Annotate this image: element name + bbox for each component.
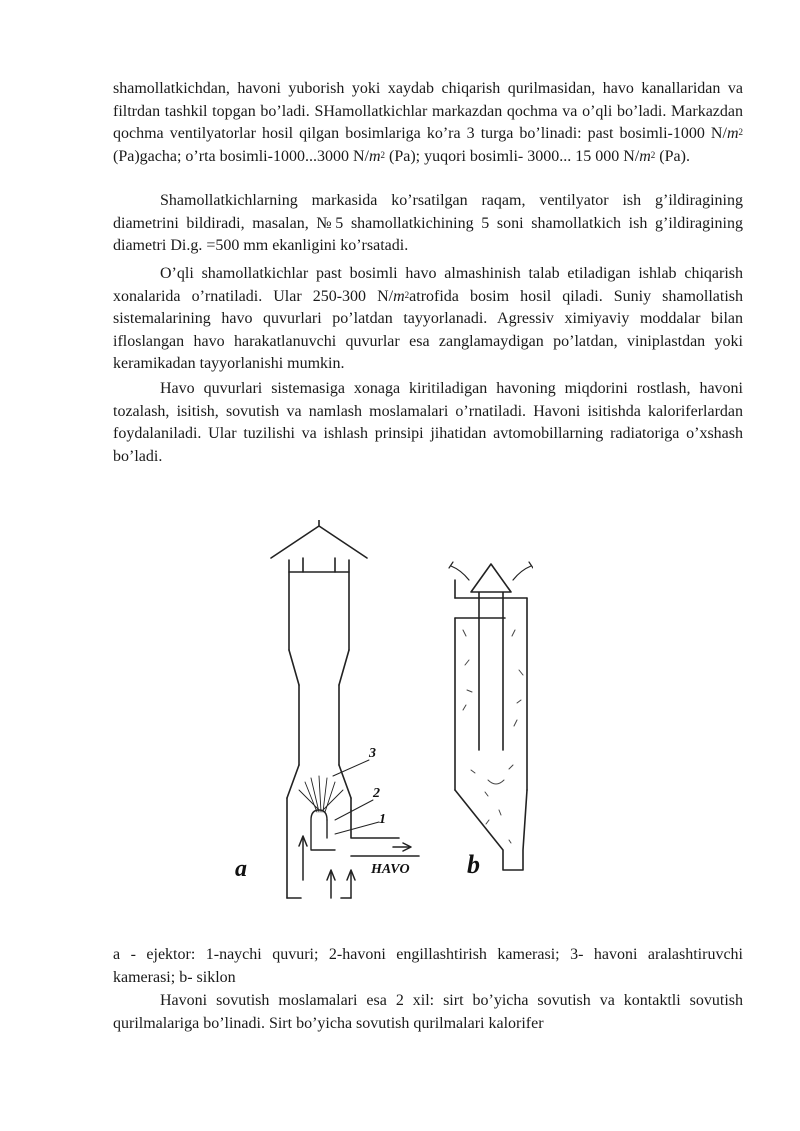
cyclone-drawing <box>449 562 533 870</box>
figure-ejector-cyclone <box>223 520 533 900</box>
text-run: shamollatkichdan, havoni yuborish yoki xaydab chiqarish qurilmasidan, havo kanallaridan va filtrdan tashkil topgan bo’ladi. SHamollatkichlar markazdan qochma va o’qli bo’ladi. Markazdan qochma ventilyatorlar hosil qilgan bosimlariga ko’ra 3 turga bo’linadi: past bosimli-1000 N/ <box>113 80 743 142</box>
unit-m: m <box>639 147 651 165</box>
unit-m: m <box>726 125 739 142</box>
paragraph-fans <box>113 78 743 168</box>
text-run: (Pa)gacha; o’rta bosimli-1000...3000 N/ <box>113 147 369 165</box>
text-run: (Pa); yuqori bosimli- 3000... 15 000 N/ <box>385 147 640 165</box>
paragraph-cooling: Havoni sovutish moslamalari esa 2 xil: sirt bo’yicha sovutish va kontaktli sovutish qurilmalariga bo’linadi. Sirt bo’yicha sovutish qurilmalari kalorifer <box>113 992 743 1032</box>
figure-number-2: 2 <box>373 786 380 801</box>
figure-number-3: 3 <box>369 746 376 761</box>
figure-label-b: b <box>467 850 480 879</box>
unit-superscript: 2 <box>738 127 743 137</box>
paragraph-air-ducts: Havo quvurlari sistemasiga xonaga kiritiladigan havoning miqdorini rostlash, havoni tozalash, isitish, sovutish va namlash moslamalari o’rnatiladi. Havoni isitishda kaloriferlardan foydalaniladi. Ular tuzilishi va ishlash prinsipi jihatidan avtomobillarning radiatoriga o’xshash bo’ladi. <box>113 380 743 465</box>
text-run: O’qli shamollatkichlar past bosimli havo almashinish talab etiladigan ishlab chiqarish xonalarida o’rnatiladi. Ular 250-300 N/ <box>113 265 743 305</box>
figure-label-a: a <box>235 856 247 882</box>
unit-superscript: 2 <box>650 149 656 160</box>
figure-drawing <box>223 520 533 900</box>
unit-superscript: 2 <box>380 149 386 160</box>
text-run: atrofida bosim hosil qiladi. Suniy shamollatish sistemalarining havo quvurlari po’latdan tayyorlanadi. Agressiv ximiyaviy moddalar bilan ifloslangan havo harakatlanuvchi quvurlar esa zanglamaydigan po’latdan, viniplastdan yoki keramikadan tayyorlanishi mumkin. <box>113 287 744 372</box>
figure-label-havo: HAVO <box>371 862 410 877</box>
figure-number-1: 1 <box>379 812 386 827</box>
paragraph-axial-fans <box>113 263 743 376</box>
paragraph-fan-marking: Shamollatkichlarning markasida ko’rsatilgan raqam, ventilyator ish g’ildiragining diametrini bildiradi, masalan, №5 shamollatkichining 5 soni shamollatkich ish g’ildiragining diametri Di.g. =500 mm ekanligini ko’rsatadi. <box>113 192 743 254</box>
text-run: (Pa). <box>655 147 690 165</box>
unit-superscript: 2 <box>404 289 410 300</box>
ejector-drawing <box>271 520 419 898</box>
figure-caption: a - ejektor: 1-naychi quvuri; 2-havoni engillashtirish kamerasi; 3- havoni aralashtiruvchi kamerasi; b- siklon <box>113 946 743 986</box>
unit-m: m <box>368 147 381 165</box>
unit-m: m <box>393 287 405 305</box>
